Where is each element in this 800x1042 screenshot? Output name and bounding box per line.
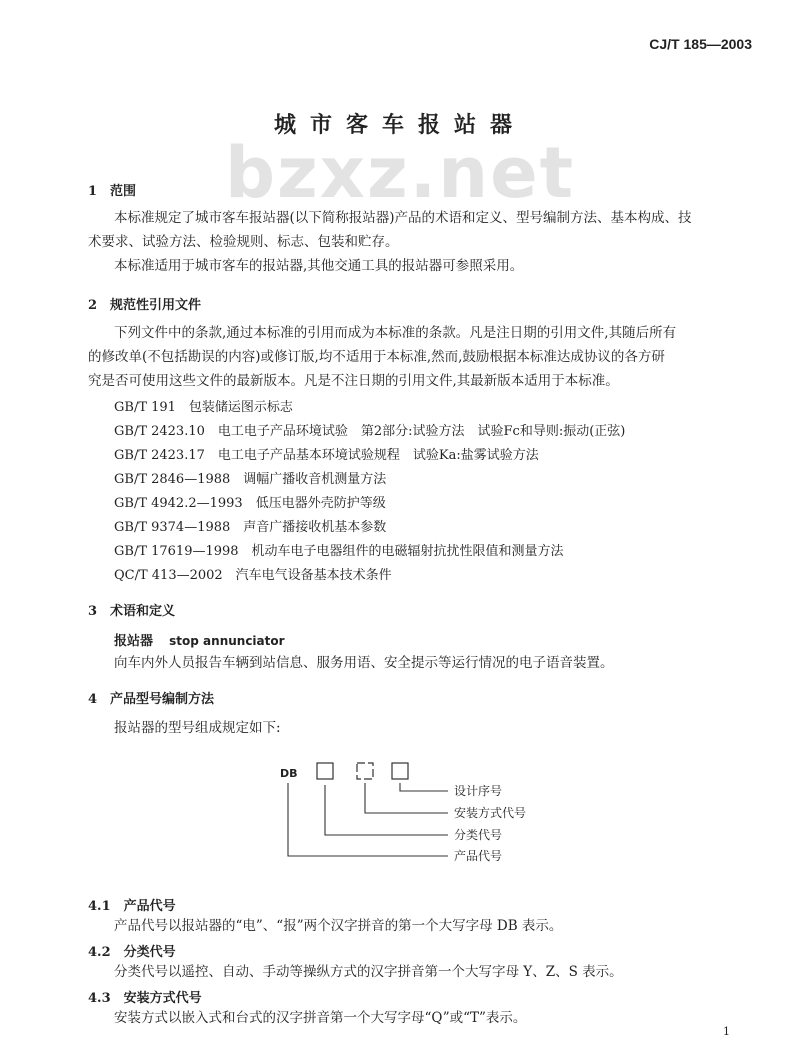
- reference-item: GB/T 2846—1988 调幅广播收音机测量方法: [114, 472, 387, 487]
- term-definition: 向车内外人员报告车辆到站信息、服务用语、安全提示等运行情况的电子语音装置。: [114, 655, 614, 671]
- standard-code: CJ/T 185—2003: [649, 36, 752, 52]
- subsection-4-3-heading: 4.3 安装方式代号: [88, 991, 202, 1006]
- reference-item: GB/T 191 包装储运图示标志: [114, 400, 293, 415]
- reference-item: GB/T 2423.17 电工电子产品基本环境试验规程 试验Ka:盐雾试验方法: [114, 448, 539, 463]
- diagram-label-design-serial: 设计序号: [454, 784, 503, 798]
- section-3-heading: 3 术语和定义: [88, 604, 176, 619]
- section-2-para-1: 下列文件中的条款,通过本标准的引用而成为本标准的条款。凡是注日期的引用文件,其随后所有: [114, 325, 677, 341]
- subsection-4-3-text: 安装方式以嵌入式和台式的汉字拼音第一个大写字母“Q”或“T”表示。: [114, 1010, 527, 1026]
- term-entry: [114, 630, 285, 649]
- leader-product-code: [288, 783, 448, 856]
- section-1-heading: 1 范围: [88, 184, 137, 199]
- reference-item: GB/T 9374—1988 声音广播接收机基本参数: [114, 520, 387, 535]
- reference-item: GB/T 2423.10 电工电子产品环境试验 第2部分:试验方法 试验Fc和导则:振动(正弦): [114, 424, 626, 439]
- box-classification: [317, 763, 333, 779]
- section-4-heading: 4 产品型号编制方法: [88, 692, 215, 707]
- page-title: 城市客车报站器: [273, 112, 526, 138]
- reference-item: QC/T 413—2002 汽车电气设备基本技术条件: [114, 568, 392, 583]
- reference-item: GB/T 17619—1998 机动车电子电器组件的电磁辐射抗扰性限值和测量方法: [114, 544, 564, 559]
- section-4-intro: 报站器的型号组成规定如下:: [114, 720, 281, 736]
- diagram-label-classification: 分类代号: [454, 828, 503, 842]
- diagram-prefix: DB: [280, 767, 298, 780]
- subsection-4-2-heading: 4.2 分类代号: [88, 945, 176, 960]
- leader-design-serial: [400, 783, 448, 791]
- watermark: bzxz.net: [224, 132, 576, 214]
- diagram-label-installation: 安装方式代号: [454, 806, 527, 820]
- section-2-para-1-cont2: 究是否可使用这些文件的最新版本。凡是不注日期的引用文件,其最新版本适用于本标准。: [88, 373, 619, 389]
- section-2-para-1-cont: 的修改单(不包括勘误的内容)或修订版,均不适用于本标准,然而,鼓励根据本标准达成协议的各方研: [88, 349, 665, 365]
- section-1-para-1: 本标准规定了城市客车报站器(以下简称报站器)产品的术语和定义、型号编制方法、基本构成、技: [114, 210, 692, 226]
- model-number-diagram: [280, 755, 600, 880]
- term-english: stop annunciator: [169, 634, 285, 648]
- page-number: 1: [723, 1025, 730, 1038]
- leader-classification: [325, 785, 448, 835]
- box-design-serial: [392, 763, 408, 779]
- section-1-para-2: 本标准适用于城市客车的报站器,其他交通工具的报站器可参照采用。: [114, 258, 524, 274]
- section-1-para-1-cont: 术要求、试验方法、检验规则、标志、包装和贮存。: [88, 234, 399, 250]
- subsection-4-1-heading: 4.1 产品代号: [88, 899, 176, 914]
- term-chinese: 报站器: [114, 634, 154, 649]
- subsection-4-2-text: 分类代号以遥控、自动、手动等操纵方式的汉字拼音第一个大写字母 Y、Z、S 表示。: [114, 964, 623, 980]
- subsection-4-1-text: 产品代号以报站器的“电”、“报”两个汉字拼音的第一个大写字母 DB 表示。: [114, 918, 563, 934]
- diagram-label-product-code: 产品代号: [454, 849, 503, 863]
- box-installation: [357, 763, 373, 779]
- leader-installation: [365, 783, 448, 813]
- section-2-heading: 2 规范性引用文件: [88, 298, 202, 313]
- reference-item: GB/T 4942.2—1993 低压电器外壳防护等级: [114, 496, 386, 511]
